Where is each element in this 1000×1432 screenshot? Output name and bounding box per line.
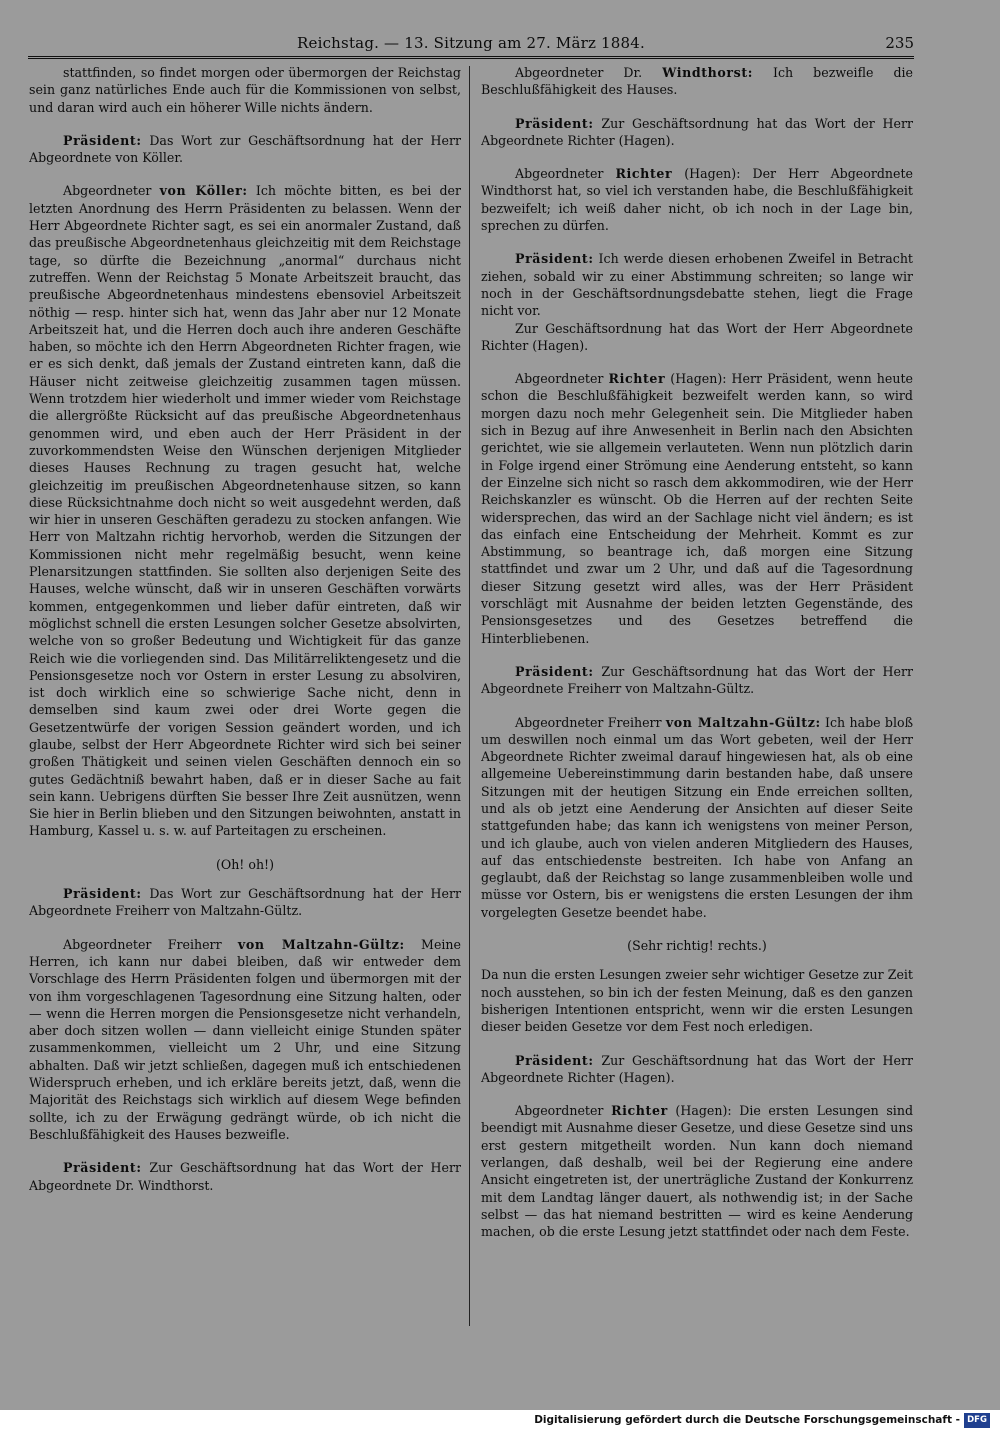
speaker-name: Richter	[615, 166, 673, 182]
speech-text: Zur Geschäftsordnung hat das Wort der Herr Abgeordnete Richter (Hagen).	[481, 320, 913, 353]
running-title: Reichstag. — 13. Sitzung am 27. März 1884.	[297, 34, 645, 52]
speech-paragraph	[481, 714, 913, 922]
speaker-name: Richter	[611, 1103, 668, 1119]
speaker-name: von Maltzahn-Gültz:	[665, 714, 821, 730]
left-column	[29, 64, 461, 1334]
speech-paragraph	[29, 1159, 461, 1194]
speaker-name: Präsident:	[515, 115, 594, 131]
speech-text: Das Wort zur Geschäftsordnung hat der Herr Abgeordnete von Köller.	[29, 132, 461, 166]
speaker-name: von Köller:	[159, 183, 248, 199]
speaker-title: Abgeordneter Dr.	[515, 65, 663, 80]
speech-text: stattfinden, so findet morgen oder übermorgen der Reichstag sein ganz natürliches Ende auch für die Kommissionen von selbst, und daran wird auch ein höherer Wille nichts ändern.	[29, 65, 461, 115]
dfg-logo: DFG	[964, 1413, 990, 1428]
speaker-name: Windthorst:	[662, 65, 754, 80]
speaker-title: Abgeordneter	[515, 1103, 612, 1119]
speech-paragraph	[481, 1102, 913, 1240]
speaker-title: Abgeordneter Freiherr	[63, 936, 238, 952]
speech-paragraph	[481, 663, 913, 698]
speech-paragraph	[29, 132, 461, 167]
speech-text: Da nun die ersten Lesungen zweier sehr wichtiger Gesetze zur Zeit noch ausstehen, so bin ich der festen Meinung, daß es den ganzen bisherigen Intentionen entspricht, wenn wir die ersten Lesungen dieser beiden Gesetze vor dem Fest noch erledigen.	[481, 967, 913, 1035]
speaker-name: Präsident:	[515, 1052, 594, 1068]
speech-paragraph	[481, 250, 913, 319]
speaker-name: von Maltzahn-Gültz:	[237, 936, 405, 952]
speaker-title: Abgeordneter	[515, 371, 609, 387]
speaker-name: Präsident:	[515, 663, 594, 679]
speech-paragraph	[481, 64, 913, 99]
page-header	[28, 28, 914, 58]
speech-paragraph	[481, 320, 913, 355]
speaker-name: Präsident:	[63, 1160, 142, 1176]
speech-text: Zur Geschäftsordnung hat das Wort der Herr Abgeordnete Dr. Windthorst.	[29, 1160, 461, 1193]
speech-text: Ich möchte bitten, es bei der letzten Anordnung des Herrn Präsidenten zu belassen. Wenn der Herr Abgeordnete Richter sagt, es sei ein anormaler Zustand, daß das preußische Abgeordnetenhaus gleichzeitig mit dem Reichstage tage, so dürfte die Bezeichnung „anormal“ durchaus nicht zutreffen. Wenn der Reichstag 5 Monate Arbeitszeit braucht, das preußische Abgeordnetenhaus mindestens ebensoviel Arbeitszeit nöthig — resp. hinter sich hat, wenn das Jahr aber nur 12 Monate Arbeitszeit hat, und die Herren doch auch ihre anderen Geschäfte haben, so möchte ich den Herrn Abgeordneten Richter fragen, wie er es sich denkt, daß jemals der Zustand eintreten kann, daß die Häuser nicht zeitweise gleichzeitig zusammen tagen müssen. Wenn trotzdem hier wiederholt und immer wieder vom Reichstage die allergrößte Rücksicht auf das preußische Abgeordnetenhaus genommen wird, und eben auch der Herr Präsident in der zuvorkommendsten Weise den Wünschen derjenigen Mitglieder dieses Hauses Rechnung zu tragen gesucht hat, welche gleichzeitig im preußischen Abgeordnetenhause sitzen, so kann diese Rücksichtnahme doch nicht so weit ausgedehnt werden, daß wir hier in unseren Geschäften geradezu zu stocken anfangen. Wie Herr von Maltzahn richtig hervorhob, werden die Sitzungen der Kommissionen nicht mehr regelmäßig besucht, wenn keine Plenarsitzungen stattfinden. Sie sollten also derjenigen Seite des Hauses, welche wünscht, daß wir in unseren Geschäften vorwärts kommen, entgegenkommen und lieber dafür eintreten, daß wir möglichst schnell die ersten Lesungen solcher Gesetze absolvirten, welche von so großer Bedeutung und Wichtigkeit für das ganze Reich wie die vorliegenden sind. Das Militärreliktengesetz und die Pensionsgesetze noch vor Ostern in erster Lesung zu absolviren, ist doch wirklich eine so schwierige Sache nicht, denn in demselben sind kaum zwei oder drei Worte gegen die Gesetzentwürfe der vorigen Session geändert worden, und ich glaube, selbst der Herr Abgeordnete Richter wird sich bei seiner großen Thätigkeit und seinen vielen Geschäften dennoch ein so gutes Gedächtniß bewahrt haben, daß er in dieser Sache au fait sein kann. Uebrigens dürften Sie besser Ihre Zeit ausnützen, wenn Sie hier in Berlin blieben und den Sitzungen beiwohnten, anstatt in Hamburg, Kassel u. s. w. auf Parteitagen zu erscheinen.	[29, 183, 461, 839]
funding-credit: Digitalisierung gefördert durch die Deutsche Forschungsgemeinschaft -	[534, 1414, 960, 1426]
digitization-footer	[0, 1410, 1000, 1432]
right-column	[481, 64, 913, 1334]
speech-paragraph	[29, 936, 461, 1144]
speech-text: (Hagen): Die ersten Lesungen sind beendigt mit Ausnahme dieser Gesetze, und diese Gesetze sind uns erst gestern mitgetheilt worden. Nun kann doch niemand verlangen, daß deshalb, weil bei der Regierung eine andere Ansicht eingetreten ist, der unerträgliche Zustand der Konkurrenz mit dem Landtag länger dauert, als nothwendig ist; in der Sache selbst — das hat niemand bestritten — wird es keine Aenderung machen, ob die erste Lesung jetzt stattfindet oder nach dem Feste.	[481, 1103, 913, 1240]
speech-paragraph	[481, 165, 913, 234]
page-number: 235	[885, 34, 914, 52]
speech-text: Zur Geschäftsordnung hat das Wort der Herr Abgeordnete Richter (Hagen).	[481, 1052, 913, 1085]
speech-text: (Hagen): Herr Präsident, wenn heute schon die Beschlußfähigkeit bezweifelt werden kann, so wird morgen dazu noch mehr Gelegenheit sein. Die Mitglieder haben sich in Bezug auf ihre Anwesenheit in Berlin nach den Absichten gerichtet, wie sie allgemein verlauteten. Wenn nun plötzlich darin in Folge irgend einer Strömung eine Aenderung entsteht, so kann der Einzelne sich nicht so rasch dem akkommodiren, wie der Herr Reichskanzler es wünscht. Ob die Herren auf der rechten Seite widersprechen, das wird an der Sachlage nicht viel ändern; es ist das einfach eine Entscheidung der Mehrheit. Kommt es zur Abstimmung, so beantrage ich, daß morgen eine Sitzung stattfindet und zwar um 2 Uhr, und daß auf die Tagesordnung dieser Sitzung gesetzt wird alles, was der Herr Präsident vorschlägt mit Ausnahme der beiden letzten Gegenstände, des Pensionsgesetzes und des Gesetzes betreffend die Hinterbliebenen.	[481, 371, 913, 646]
speech-paragraph	[29, 64, 461, 116]
speech-paragraph	[29, 182, 461, 839]
speaker-name: Präsident:	[63, 132, 142, 148]
speaker-name: Richter	[608, 371, 666, 387]
speech-paragraph	[481, 1052, 913, 1087]
speech-text: Ich habe bloß um deswillen noch einmal um das Wort gebeten, weil der Herr Abgeordnete Richter zweimal darauf hingewiesen hat, als ob eine allgemeine Uebereinstimmung darin bestanden habe, daß unsere Sitzungen mit der heutigen Sitzung ein Ende erreichen sollten, und als ob jetzt eine Aenderung der Ansichten auf dieser Seite stattgefunden habe; das kann ich wenigstens von meiner Person, und ich glaube, auch von vielen anderen Mitgliedern des Hauses, auf das entschiedenste bestreiten. Ich habe von Anfang an geglaubt, daß der Reichstag so lange zusammenbleiben wolle und müsse vor Ostern, bis er wenigstens die ersten Lesungen der ihm vorgelegten Gesetze beendet habe.	[481, 714, 913, 920]
speaker-title: Abgeordneter	[63, 183, 160, 199]
speech-text: Meine Herren, ich kann nur dabei bleiben, daß wir entweder dem Vorschlage des Herrn Präsidenten folgen und übermorgen mit der von ihm vorgeschlagenen Tagesordnung eine Sitzung halten, oder — wenn die Herren morgen die Pensionsgesetze nicht verhandeln, aber doch sitzen wollen — dann vielleicht einige Stunden später zusammenkommen, vielleicht um 2 Uhr, und eine Sitzung abhalten. Daß wir jetzt schließen, dagegen muß ich entschiedenen Widerspruch erheben, und ich erkläre bereits jetzt, daß, wenn die Majorität des Reichstags sich wirklich auf diesem Wege befinden sollte, ich zu der Erwägung gedrängt würde, ob ich nicht die Beschlußfähigkeit des Hauses bezweifle.	[29, 936, 461, 1142]
interjection: (Sehr richtig! rechts.)	[627, 938, 767, 954]
speech-paragraph	[481, 966, 913, 1035]
speaker-name: Präsident:	[63, 886, 142, 902]
speech-text: Ich werde diesen erhobenen Zweifel in Betracht ziehen, sobald wir zu einer Abstimmung schreiten; so lange wir noch in der Geschäftsordnungsdebatte stehen, liegt die Frage nicht vor.	[481, 251, 913, 319]
speech-paragraph	[481, 370, 913, 647]
header-rule	[28, 56, 914, 59]
speech-paragraph	[481, 115, 913, 150]
speaker-name: Präsident:	[515, 251, 594, 267]
speech-text: Ich bezweifle die Beschlußfähigkeit des Hauses.	[481, 65, 913, 98]
speech-text: (Hagen): Der Herr Abgeordnete Windthorst hat, so viel ich verstanden habe, die Beschlußfähigkeit bezweifelt; ich weiß daher nicht, ob ich noch in der Lage bin, sprechen zu dürfen.	[481, 166, 913, 234]
speech-text: Zur Geschäftsordnung hat das Wort der Herr Abgeordnete Richter (Hagen).	[481, 115, 913, 148]
speaker-title: Abgeordneter	[515, 166, 616, 182]
interjection: (Oh! oh!)	[215, 856, 275, 872]
speaker-title: Abgeordneter Freiherr	[515, 714, 666, 730]
speech-text: Das Wort zur Geschäftsordnung hat der Herr Abgeordnete Freiherr von Maltzahn-Gültz.	[29, 886, 461, 919]
speech-paragraph	[29, 885, 461, 920]
speech-text: Zur Geschäftsordnung hat das Wort der Herr Abgeordnete Freiherr von Maltzahn-Gültz.	[481, 663, 913, 697]
column-divider	[469, 66, 470, 1326]
